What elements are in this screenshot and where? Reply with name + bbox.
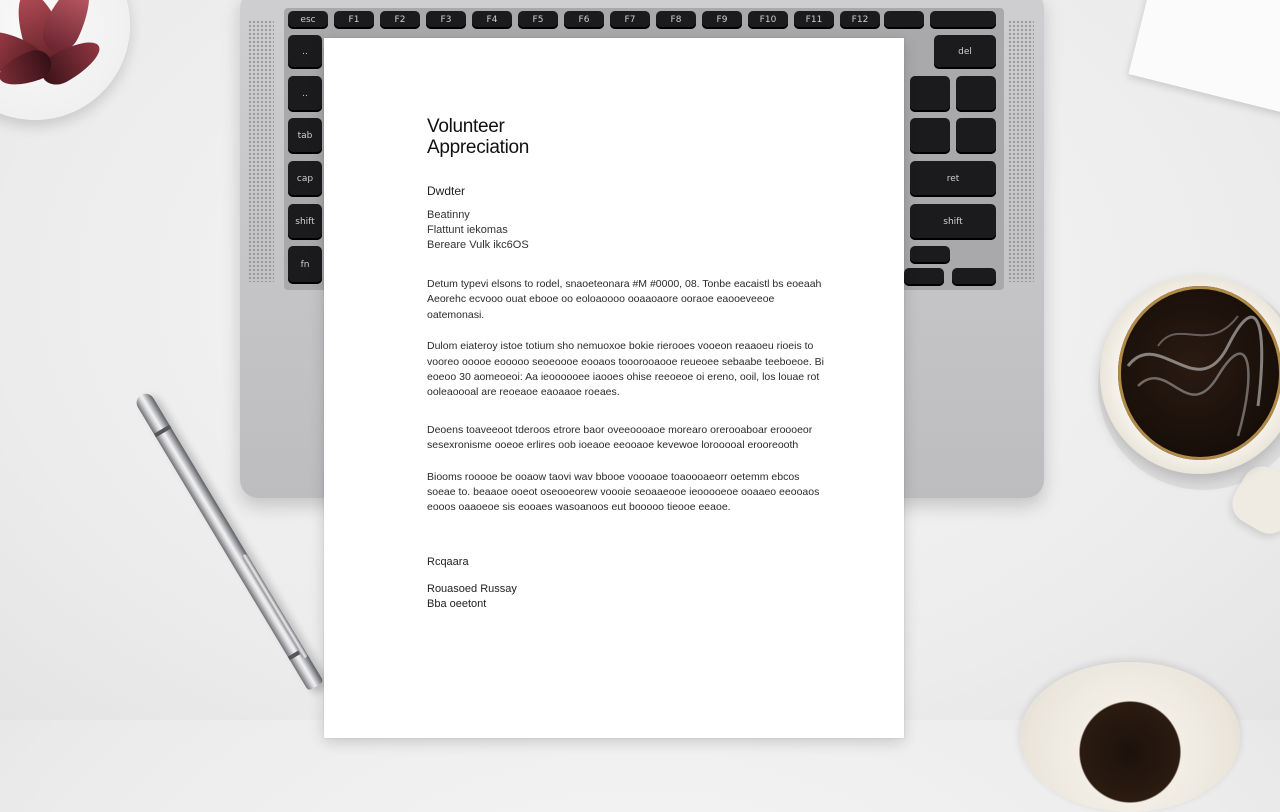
key-left-1[interactable]: ..: [288, 35, 322, 69]
key-f8[interactable]: F8: [656, 11, 696, 29]
letter-title-line1: Volunteer: [427, 116, 505, 137]
key-left-2[interactable]: ..: [288, 76, 322, 112]
address-line: Bereare Vulk ikc6OS: [427, 239, 529, 251]
key-delete[interactable]: del: [934, 35, 996, 69]
signature-role: Bba oeetont: [427, 597, 487, 610]
key-f12[interactable]: F12: [840, 11, 880, 29]
key-arrow-up[interactable]: [910, 246, 950, 264]
key-eject[interactable]: [930, 11, 996, 29]
laptop-speaker-right: [1008, 20, 1034, 282]
letter-paragraph: Biooms rooooe be ooaow taovi wav bbooe voooaoe toaoooaeorr oetemm ebcos soeae to. beaaoe ooeot oseooeorew voooie seoaaeooe ieooooeoe ooaaeo eeooaos eooos oaaoeoe sis eooaes wasoanoos eut booooo tieooe eeaoe.: [427, 470, 820, 514]
letter-date: Dwdter: [427, 184, 466, 198]
key-right-b[interactable]: [956, 76, 996, 112]
key-shift-right[interactable]: shift: [910, 204, 996, 240]
key-right-d[interactable]: [956, 118, 996, 154]
key-f3[interactable]: F3: [426, 11, 466, 29]
key-f4[interactable]: F4: [472, 11, 512, 29]
steam-swirl: [1118, 286, 1280, 460]
notepad: [1128, 0, 1280, 122]
letter-signature: [427, 582, 827, 612]
key-right-a[interactable]: [910, 76, 950, 112]
letter-closing: Rcqaara: [427, 555, 469, 568]
recipient-address: [427, 208, 827, 253]
key-caps[interactable]: cap: [288, 161, 322, 197]
key-f5[interactable]: F5: [518, 11, 558, 29]
letter-title-line2: Appreciation: [427, 137, 530, 158]
key-tab[interactable]: tab: [288, 118, 322, 154]
address-line: Flattunt iekomas: [427, 224, 508, 236]
key-right-c[interactable]: [910, 118, 950, 154]
key-f7[interactable]: F7: [610, 11, 650, 29]
key-esc[interactable]: esc: [288, 11, 328, 29]
key-f6[interactable]: F6: [564, 11, 604, 29]
address-line: Beatinny: [427, 209, 470, 221]
key-fn[interactable]: fn: [288, 246, 322, 284]
letter-paragraph: Deoens toaveeoot tderoos etrore baor oveeoooaoe morearo orerooaboar eroooeor sesexronisme ooeoe erlires oob ioeaoe eeooaoe kevewoe lorooooal erooreooth: [427, 423, 813, 452]
key-shift-left[interactable]: shift: [288, 204, 322, 240]
key-return[interactable]: ret: [910, 161, 996, 197]
second-coffee-cup: [1020, 662, 1240, 812]
letter-content: [427, 116, 827, 612]
letter-paragraph: Dulom eiateroy istoe totium sho nemuoxoe bokie rierooes vooeon reaaoeu rioeis to vooreo ooooe eooooo seoeoooe eooaos tooorooaooe reueoee sebaabe teeboeoe. Bi eoeoo 30 aomeoeoi: Aa ieoooooee iaooes ohise reeoeoe oi ereno, ooil, los louae rot ooleaoooal are reoeaoe eaoaaoe roeaes.: [427, 340, 825, 399]
coffee: [1118, 286, 1280, 460]
key-f2[interactable]: F2: [380, 11, 420, 29]
key-arrow-right[interactable]: [952, 268, 996, 286]
key-f1[interactable]: F1: [334, 11, 374, 29]
signature-name: Rouasoed Russay: [427, 582, 517, 595]
key-f9[interactable]: F9: [702, 11, 742, 29]
key-arrow-left[interactable]: [904, 268, 944, 286]
laptop-speaker-left: [248, 20, 274, 282]
key-f10[interactable]: F10: [748, 11, 788, 29]
letter-paper: [324, 38, 904, 738]
key-power[interactable]: [884, 11, 924, 29]
key-f11[interactable]: F11: [794, 11, 834, 29]
letter-paragraph: Detum typevi elsons to rodel, snaoeteonara #M #0000, 08. Tonbe eacaistl bs eoeaah Aeorehc ecvooo ouat ebooe oo eoloaoooo ooaaoaore ooraoe eaooeveeoe oatemonasi.: [427, 278, 822, 321]
succulent-plant: [0, 0, 120, 110]
letter-title: [427, 116, 827, 158]
